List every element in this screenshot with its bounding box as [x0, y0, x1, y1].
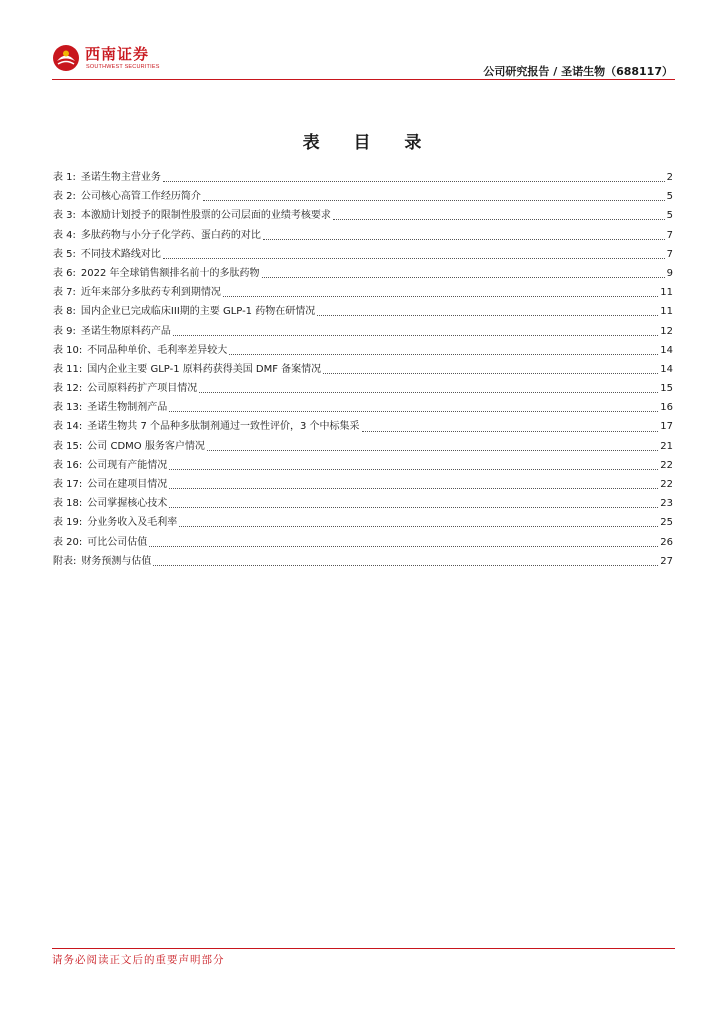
toc-entry[interactable] — [53, 264, 673, 283]
toc-dot-leader — [207, 450, 658, 451]
toc-entry-title: 国内企业已完成临床III期的主要 GLP-1 药物在研情况 — [80, 306, 316, 318]
toc-entry-page: 7 — [666, 248, 673, 260]
toc-entry-page: 27 — [660, 555, 673, 567]
toc-dot-leader — [163, 181, 665, 182]
toc-dot-leader — [173, 335, 658, 336]
toc-entry[interactable] — [53, 398, 673, 417]
toc-entry-title: 财务预测与估值 — [81, 555, 152, 567]
toc-dot-leader — [163, 258, 665, 259]
toc-entry-label: 表 10: — [53, 344, 83, 356]
toc-entry-title: 本激励计划授予的限制性股票的公司层面的业绩考核要求 — [80, 210, 331, 222]
toc-entry[interactable] — [53, 360, 673, 379]
footer-divider — [52, 948, 675, 949]
toc-entry-title: 公司核心高管工作经历简介 — [80, 191, 201, 203]
toc-entry-title: 公司现有产能情况 — [87, 459, 168, 471]
toc-entry-label: 表 6: — [53, 267, 76, 279]
toc-entry-label: 表 3: — [53, 210, 76, 222]
toc-entry[interactable] — [53, 533, 673, 552]
toc-entry-title: 圣诺生物原料药产品 — [80, 325, 171, 337]
toc-entry[interactable] — [53, 206, 673, 225]
toc-entry[interactable] — [53, 283, 673, 302]
disclaimer-note: 请务必阅读正文后的重要声明部分 — [52, 954, 225, 966]
toc-entry-page: 12 — [660, 325, 673, 337]
header-divider — [52, 79, 675, 80]
logo-english-text: SOUTHWEST SECURITIES — [86, 64, 160, 70]
toc-entry-page: 26 — [660, 536, 673, 548]
toc-entry[interactable] — [53, 552, 673, 571]
toc-dot-leader — [169, 507, 658, 508]
toc-entry[interactable] — [53, 417, 673, 436]
toc-entry-label: 表 15: — [53, 440, 83, 452]
toc-entry-title: 公司掌握核心技术 — [87, 498, 168, 510]
toc-entry-title: 公司在建项目情况 — [87, 479, 168, 490]
toc-entry-label: 表 4: — [53, 229, 76, 241]
toc-dot-leader — [199, 392, 658, 393]
toc-entry-page: 9 — [666, 267, 673, 279]
toc-entry[interactable] — [53, 456, 673, 475]
toc-entry-page: 11 — [660, 306, 673, 318]
toc-entry-label: 附表: — [53, 555, 77, 567]
toc-entry[interactable] — [53, 322, 673, 341]
toc-entry[interactable] — [53, 302, 673, 321]
toc-dot-leader — [169, 488, 658, 489]
toc-entry-page: 2 — [666, 172, 673, 183]
toc-entry[interactable] — [53, 168, 673, 187]
report-type-label: 公司研究报告 / 圣诺生物（688117） — [483, 65, 673, 78]
toc-entry-label: 表 1: — [53, 172, 76, 183]
toc-dot-leader — [169, 469, 658, 470]
toc-dot-leader — [333, 219, 665, 220]
toc-entry-page: 16 — [660, 402, 673, 414]
logo-chinese-text: 西南证券 — [85, 45, 150, 63]
toc-entry-label: 表 14: — [53, 421, 83, 433]
toc-entry-label: 表 12: — [53, 383, 83, 395]
toc-dot-leader — [323, 373, 658, 374]
toc-dot-leader — [262, 277, 665, 278]
toc-entry[interactable] — [53, 437, 673, 456]
toc-dot-leader — [169, 411, 658, 412]
toc-entry-page: 17 — [660, 421, 673, 433]
table-of-contents — [53, 168, 673, 571]
toc-entry[interactable] — [53, 494, 673, 513]
toc-entry-title: 圣诺生物主营业务 — [80, 172, 161, 183]
toc-entry-title: 多肽药物与小分子化学药、蛋白药的对比 — [80, 229, 261, 241]
toc-dot-leader — [153, 565, 658, 566]
toc-entry-label: 表 17: — [53, 479, 83, 490]
toc-entry-label: 表 20: — [53, 536, 83, 548]
page-title: 表 目 录 — [302, 133, 436, 153]
toc-entry[interactable] — [53, 513, 673, 532]
toc-entry[interactable] — [53, 245, 673, 264]
toc-dot-leader — [317, 315, 658, 316]
toc-entry-page: 15 — [660, 383, 673, 395]
toc-entry-label: 表 13: — [53, 402, 83, 414]
toc-entry-title: 不同技术路线对比 — [80, 248, 161, 260]
toc-entry-title: 不同品种单价、毛利率差异较大 — [87, 344, 228, 356]
toc-dot-leader — [149, 546, 658, 547]
toc-entry-page: 11 — [660, 287, 673, 299]
toc-entry-page: 5 — [666, 210, 673, 222]
toc-entry-page: 21 — [660, 440, 673, 452]
toc-entry-title: 分业务收入及毛利率 — [87, 517, 178, 529]
toc-entry-label: 表 11: — [53, 363, 83, 375]
toc-entry-label: 表 7: — [53, 287, 76, 299]
toc-entry-label: 表 19: — [53, 517, 83, 529]
toc-entry[interactable] — [53, 475, 673, 494]
toc-dot-leader — [223, 296, 658, 297]
toc-entry-label: 表 16: — [53, 459, 83, 471]
toc-entry-title: 近年来部分多肽药专利到期情况 — [80, 287, 221, 299]
toc-entry-page: 23 — [660, 498, 673, 510]
company-logo — [52, 42, 172, 76]
toc-entry-label: 表 8: — [53, 306, 76, 318]
toc-entry-title: 圣诺生物制剂产品 — [87, 402, 168, 414]
toc-dot-leader — [229, 354, 658, 355]
toc-entry-page: 22 — [660, 459, 673, 471]
toc-entry-label: 表 2: — [53, 191, 76, 203]
toc-entry-page: 14 — [660, 344, 673, 356]
toc-entry[interactable] — [53, 187, 673, 206]
toc-entry[interactable] — [53, 379, 673, 398]
toc-entry-title: 公司原料药扩产项目情况 — [87, 383, 198, 395]
toc-entry-title: 公司 CDMO 服务客户情况 — [87, 440, 205, 452]
toc-entry-title: 圣诺生物共 7 个品种多肽制剂通过一致性评价，3 个中标集采 — [87, 421, 360, 433]
toc-entry-title: 国内企业主要 GLP-1 原料药获得美国 DMF 备案情况 — [87, 363, 322, 375]
logo-mark-icon — [52, 44, 80, 72]
toc-dot-leader — [263, 239, 665, 240]
toc-entry-page: 7 — [666, 229, 673, 241]
toc-entry-label: 表 9: — [53, 325, 76, 337]
toc-entry-page: 25 — [660, 517, 673, 529]
toc-entry-page: 5 — [666, 191, 673, 203]
toc-entry[interactable] — [53, 226, 673, 245]
toc-entry-label: 表 18: — [53, 498, 83, 510]
toc-entry-page: 14 — [660, 363, 673, 375]
toc-entry-page: 22 — [660, 479, 673, 490]
toc-dot-leader — [203, 200, 665, 201]
toc-entry[interactable] — [53, 341, 673, 360]
toc-entry-label: 表 5: — [53, 248, 76, 260]
page-header — [52, 40, 675, 80]
toc-dot-leader — [362, 431, 659, 432]
toc-dot-leader — [179, 526, 658, 527]
toc-entry-title: 可比公司估值 — [87, 536, 148, 548]
toc-entry-title: 2022 年全球销售额排名前十的多肽药物 — [80, 267, 260, 279]
